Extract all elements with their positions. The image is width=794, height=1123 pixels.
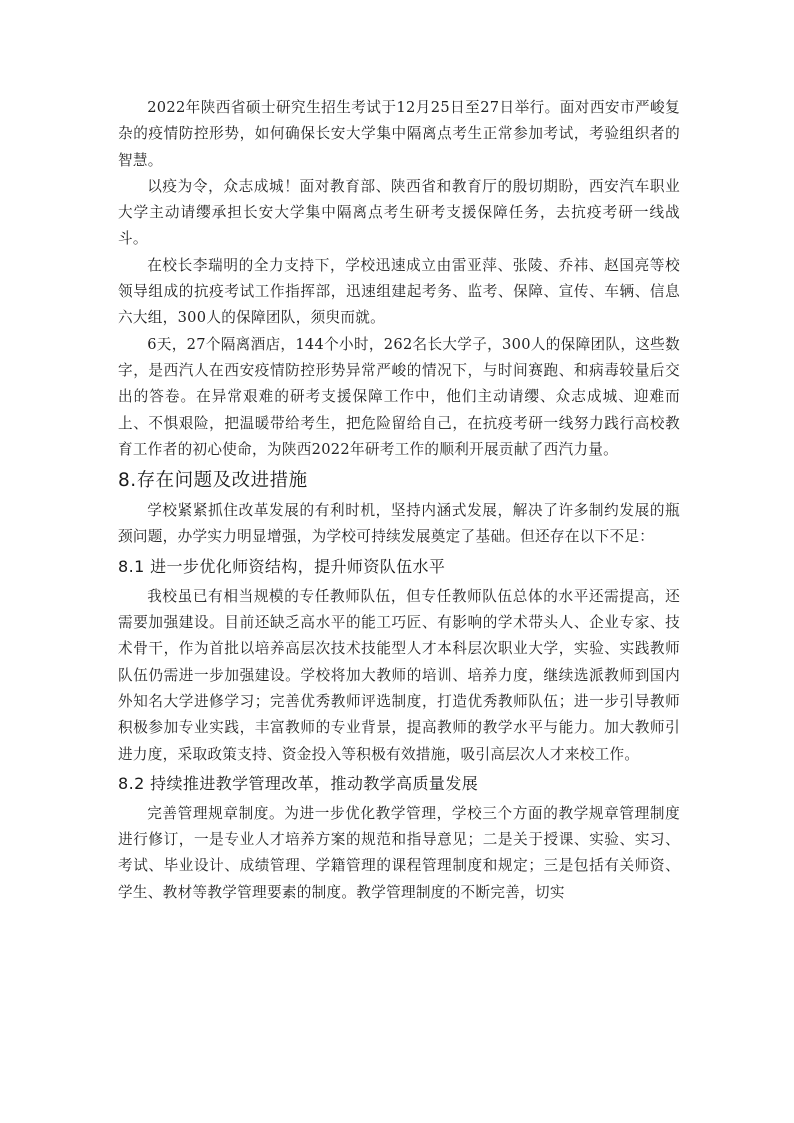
section-heading-8: 8.存在问题及改进措施 — [118, 470, 308, 492]
document-page — [118, 95, 680, 906]
paragraph-volunteer: 以疫为令，众志成城！面对教育部、陕西省和教育厅的殷切期盼，西安汽车职业大学主动请缨承担长安大学集中隔离点考生研考支援保障任务，去抗疫考研一线战斗。 — [118, 177, 680, 248]
paragraph-command-center: 在校长李瑞明的全力支持下，学校迅速成立由雷亚萍、张陵、乔祎、赵国亮等校领导组成的抗疫考试工作指挥部，迅速组建起考务、监考、保障、宣传、车辆、信息六大组，300人的保障团队，须臾而就。 — [118, 256, 680, 327]
section-heading-8-1: 8.1 进一步优化师资结构，提升师资队伍水平 — [118, 556, 446, 576]
paragraph-numbers: 6天，27个隔离酒店，144个小时，262名长大学子，300人的保障团队，这些数字，是西汽人在西安疫情防控形势异常严峻的情况下，与时间赛跑、和病毒较量后交出的答卷。在异常艰难的研考支援保障工作中，他们主动请缨、众志成城、迎难而上、不惧艰险，把温暖带给考生，把危险留给自己，在抗疫考研一线努力践行高校教育工作者的初心使命，为陕西2022年研考工作的顺利开展贡献了西汽力量。 — [118, 335, 680, 458]
paragraph-section8-intro: 学校紧紧抓住改革发展的有利时机，坚持内涵式发展，解决了许多制约发展的瓶颈问题，办学实力明显增强，为学校可持续发展奠定了基础。但还存在以下不足： — [118, 502, 680, 546]
paragraph-exam-date: 2022年陕西省硕士研究生招生考试于12月25日至27日举行。面对西安市严峻复杂的疫情防控形势，如何确保长安大学集中隔离点考生正常参加考试，考验组织者的智慧。 — [118, 99, 680, 169]
paragraph-section8-2-body: 完善管理规章制度。为进一步优化教学管理，学校三个方面的教学规章管理制度进行修订，一是专业人才培养方案的规范和指导意见；二是关于授课、实验、实习、考试、毕业设计、成绩管理、学籍管理的课程管理制度和规定；三是包括有关师资、学生、教材等教学管理要素的制度。教学管理制度的不断完善，切实 — [118, 804, 680, 901]
section-heading-8-2: 8.2 持续推进教学管理改革，推动教学高质量发展 — [118, 773, 479, 793]
paragraph-section8-1-body: 我校虽已有相当规模的专任教师队伍，但专任教师队伍总体的水平还需提高，还需要加强建设。目前还缺乏高水平的能工巧匠、有影响的学术带头人、企业专家、技术骨干，作为首批以培养高层次技术技能型人才本科层次职业大学，实验、实践教师队伍仍需进一步加强建设。学校将加大教师的培训、培养力度，继续选派教师到国内外知名大学进修学习；完善优秀教师评选制度，打造优秀教师队伍；进一步引导教师积极参加专业实践，丰富教师的专业背景，提高教师的教学水平与能力。加大教师引进力度，采取政策支持、资金投入等积极有效措施，吸引高层次人才来校工作。 — [118, 587, 680, 763]
